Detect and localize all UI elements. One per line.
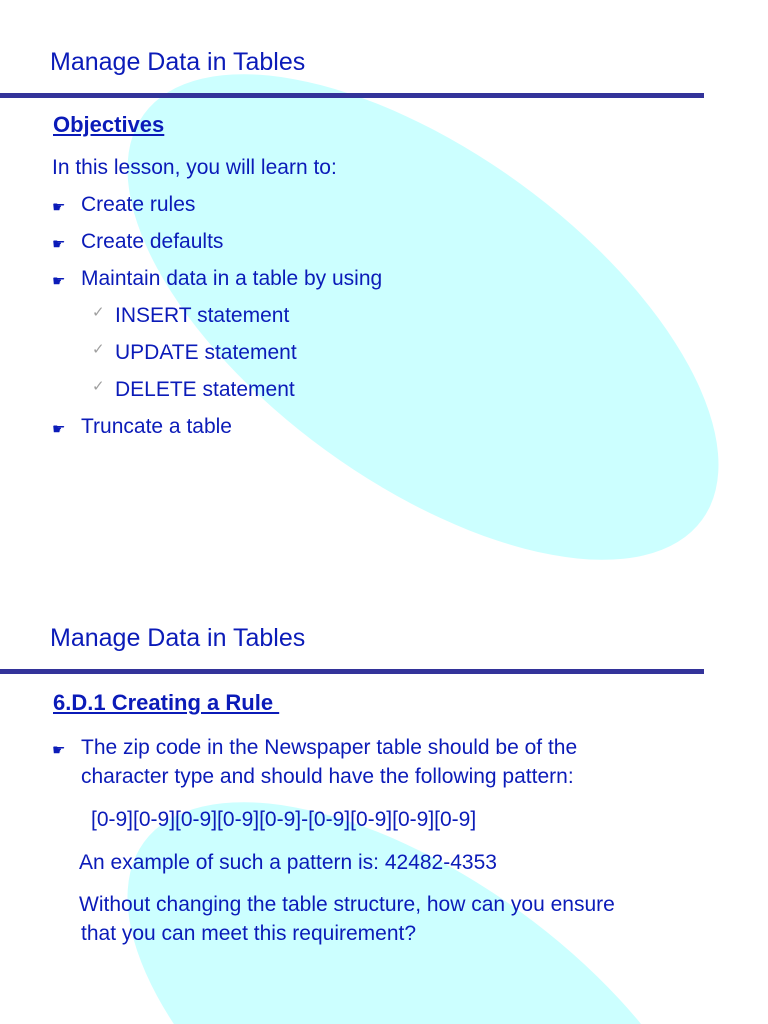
bullet-create-rules: Create rules [81, 193, 196, 216]
bullet-line-2: character type and should have the following pattern: [81, 765, 574, 788]
bullet-create-defaults: Create defaults [81, 230, 224, 253]
bullet-maintain-data: Maintain data in a table by using [81, 267, 383, 290]
question-line-1: Without changing the table structure, how can you ensure [79, 893, 615, 916]
bullet-truncate: Truncate a table [81, 415, 232, 438]
title-divider [0, 93, 704, 98]
section-heading: Objectives [53, 112, 165, 137]
question-line-2: that you can meet this requirement? [81, 922, 417, 945]
slide-title: Manage Data in Tables [50, 624, 306, 652]
pointing-hand-icon: ☛ [52, 236, 66, 253]
pointing-hand-icon: ☛ [52, 421, 66, 438]
check-mark-icon: ✓ [92, 378, 105, 395]
title-divider [0, 669, 704, 674]
section-heading: 6.D.1 Creating a Rule [53, 690, 280, 715]
bullet-line-1: The zip code in the Newspaper table should be of the [81, 736, 578, 759]
pointing-hand-icon: ☛ [52, 199, 66, 216]
check-mark-icon: ✓ [92, 341, 105, 358]
pointing-hand-icon: ☛ [52, 742, 66, 759]
pointing-hand-icon: ☛ [52, 273, 66, 290]
sub-item-delete: DELETE statement [115, 378, 295, 401]
example-text: An example of such a pattern is: 42482-4353 [79, 851, 497, 874]
slide-creating-rule [0, 576, 768, 1024]
intro-text: In this lesson, you will learn to: [52, 156, 337, 179]
sub-item-update: UPDATE statement [115, 341, 297, 364]
sub-item-insert: INSERT statement [115, 304, 290, 327]
zip-pattern: [0-9][0-9][0-9][0-9][0-9]-[0-9][0-9][0-9][0-9] [91, 808, 477, 831]
check-mark-icon: ✓ [92, 304, 105, 321]
slide-title: Manage Data in Tables [50, 48, 306, 76]
